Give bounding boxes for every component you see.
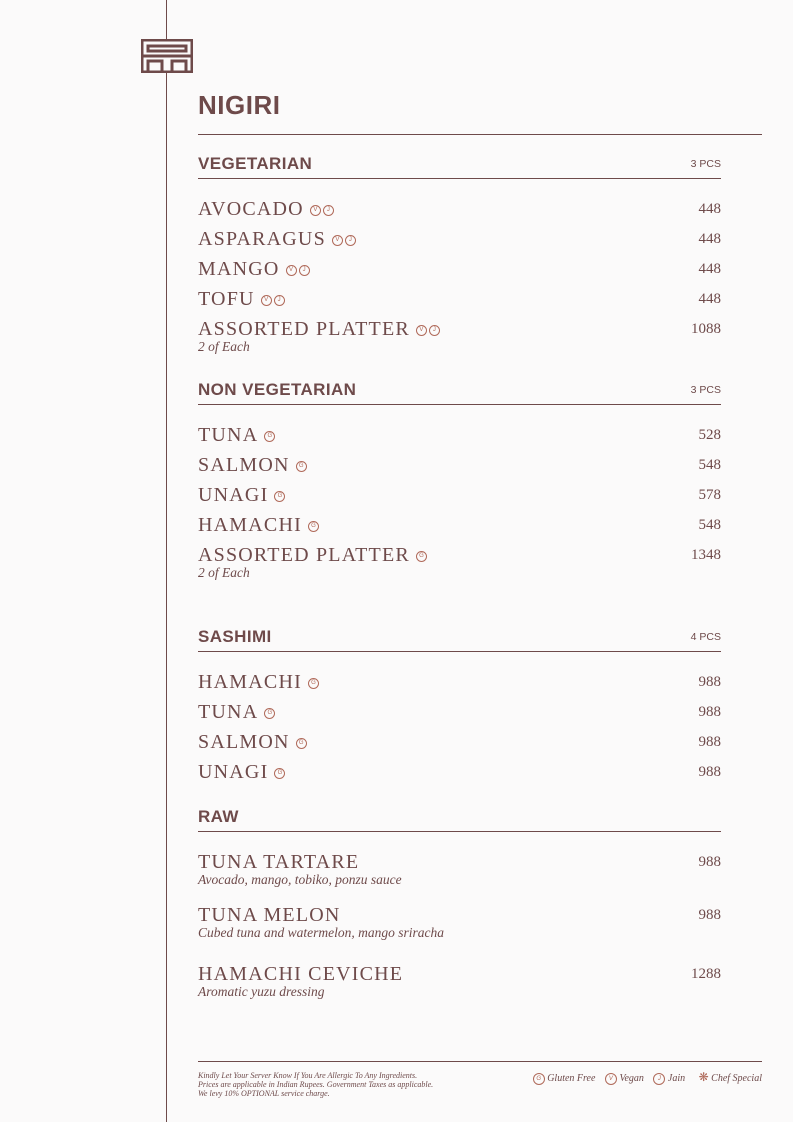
item-name: AVOCADO bbox=[198, 198, 304, 220]
vegan-icon: V bbox=[605, 1073, 617, 1085]
logo-mark-icon bbox=[141, 39, 193, 73]
item-price: 988 bbox=[698, 734, 721, 750]
menu-item bbox=[198, 257, 721, 287]
gluten-free-icon: G bbox=[274, 768, 285, 779]
item-price: 988 bbox=[698, 854, 721, 870]
jain-icon: J bbox=[274, 295, 285, 306]
vegan-icon: V bbox=[286, 265, 297, 276]
legend-vegan: Vegan bbox=[619, 1073, 644, 1084]
gluten-free-icon: G bbox=[296, 738, 307, 749]
section-title: NON VEGETARIAN bbox=[198, 380, 357, 399]
gluten-free-icon: G bbox=[264, 708, 275, 719]
item-price: 1088 bbox=[691, 321, 721, 337]
item-name: MANGO bbox=[198, 258, 280, 280]
item-name: TUNA TARTARE bbox=[198, 851, 360, 873]
item-name: UNAGI bbox=[198, 761, 269, 783]
item-price: 548 bbox=[698, 457, 721, 473]
vegan-icon: V bbox=[310, 205, 321, 216]
section-title: SASHIMI bbox=[198, 627, 272, 646]
item-name: SALMON bbox=[198, 454, 290, 476]
item-price: 988 bbox=[698, 704, 721, 720]
item-price: 1288 bbox=[691, 966, 721, 982]
margin-rule bbox=[166, 0, 167, 1122]
menu-item bbox=[198, 700, 721, 730]
item-name: TOFU bbox=[198, 288, 255, 310]
section-portion: 3 PCS bbox=[690, 384, 721, 396]
menu-item bbox=[198, 197, 721, 227]
item-name: HAMACHI CEVICHE bbox=[198, 963, 404, 985]
gluten-free-icon: G bbox=[308, 521, 319, 532]
vegan-icon: V bbox=[416, 325, 427, 336]
gluten-free-icon: G bbox=[296, 461, 307, 472]
item-price: 578 bbox=[698, 487, 721, 503]
item-name: ASSORTED PLATTER bbox=[198, 544, 410, 566]
section-title: VEGETARIAN bbox=[198, 154, 313, 173]
jain-icon: J bbox=[323, 205, 334, 216]
menu-item bbox=[198, 453, 721, 483]
chef-special-icon: ❋ bbox=[698, 1070, 709, 1084]
item-price: 548 bbox=[698, 517, 721, 533]
item-price: 448 bbox=[698, 201, 721, 217]
restaurant-logo bbox=[141, 39, 193, 73]
item-price: 988 bbox=[698, 674, 721, 690]
legend-jain: Jain bbox=[667, 1073, 686, 1084]
menu-item bbox=[198, 423, 721, 453]
item-price: 988 bbox=[698, 764, 721, 780]
section-header bbox=[198, 803, 721, 832]
title-divider bbox=[198, 134, 762, 135]
menu-item bbox=[198, 543, 721, 578]
item-name: UNAGI bbox=[198, 484, 269, 506]
section-header bbox=[198, 376, 721, 405]
item-price: 988 bbox=[698, 907, 721, 923]
item-description: Aromatic yuzu dressing bbox=[198, 984, 325, 999]
menu-item bbox=[198, 903, 721, 956]
section-sashimi bbox=[198, 623, 721, 790]
footer-divider bbox=[198, 1061, 762, 1062]
item-name: TUNA MELON bbox=[198, 904, 341, 926]
item-price: 448 bbox=[698, 231, 721, 247]
menu-item bbox=[198, 670, 721, 700]
menu-item bbox=[198, 962, 721, 1010]
item-description: 2 of Each bbox=[198, 565, 250, 580]
section-vegetarian bbox=[198, 150, 721, 352]
menu-item bbox=[198, 287, 721, 317]
gluten-free-icon: G bbox=[274, 491, 285, 502]
menu-item bbox=[198, 317, 721, 352]
item-name: ASPARAGUS bbox=[198, 228, 326, 250]
section-header bbox=[198, 150, 721, 179]
menu-item bbox=[198, 760, 721, 790]
item-price: 448 bbox=[698, 261, 721, 277]
jain-icon: J bbox=[299, 265, 310, 276]
item-price: 448 bbox=[698, 291, 721, 307]
jain-icon: J bbox=[653, 1073, 665, 1085]
allergy-note: Kindly Let Your Server Know If You Are Allergic To Any Ingredients. bbox=[198, 1071, 418, 1080]
section-non-vegetarian bbox=[198, 376, 721, 578]
price-note: Prices are applicable in Indian Rupees. Government Taxes as applicable. bbox=[198, 1080, 434, 1089]
item-name: ASSORTED PLATTER bbox=[198, 318, 410, 340]
item-name: SALMON bbox=[198, 731, 290, 753]
menu-item bbox=[198, 227, 721, 257]
section-title: RAW bbox=[198, 807, 239, 826]
item-description: Avocado, mango, tobiko, ponzu sauce bbox=[198, 872, 402, 887]
section-portion: 4 PCS bbox=[690, 631, 721, 643]
item-description: Cubed tuna and watermelon, mango sriracha bbox=[198, 925, 444, 940]
gluten-free-icon: G bbox=[416, 551, 427, 562]
item-name: HAMACHI bbox=[198, 671, 302, 693]
jain-icon: J bbox=[345, 235, 356, 246]
section-portion: 3 PCS bbox=[690, 158, 721, 170]
menu-item bbox=[198, 850, 721, 903]
footer-notes bbox=[198, 1071, 438, 1098]
legend-chef-special: Chef Special bbox=[711, 1073, 762, 1084]
item-description: 2 of Each bbox=[198, 339, 250, 354]
menu-item bbox=[198, 730, 721, 760]
page-title: NIGIRI bbox=[198, 90, 281, 120]
gluten-free-icon: G bbox=[308, 678, 319, 689]
item-price: 528 bbox=[698, 427, 721, 443]
gluten-free-icon: G bbox=[533, 1073, 545, 1085]
menu-item bbox=[198, 483, 721, 513]
item-name: TUNA bbox=[198, 701, 259, 723]
item-price: 1348 bbox=[691, 547, 721, 563]
service-charge-note: We levy 10% OPTIONAL service charge. bbox=[198, 1089, 330, 1098]
dietary-legend bbox=[531, 1070, 762, 1085]
gluten-free-icon: G bbox=[264, 431, 275, 442]
section-header bbox=[198, 623, 721, 652]
item-name: TUNA bbox=[198, 424, 259, 446]
vegan-icon: V bbox=[261, 295, 272, 306]
vegan-icon: V bbox=[332, 235, 343, 246]
menu-item bbox=[198, 513, 721, 543]
legend-gluten-free: Gluten Free bbox=[547, 1073, 596, 1084]
item-name: HAMACHI bbox=[198, 514, 302, 536]
jain-icon: J bbox=[429, 325, 440, 336]
section-raw bbox=[198, 803, 721, 1010]
